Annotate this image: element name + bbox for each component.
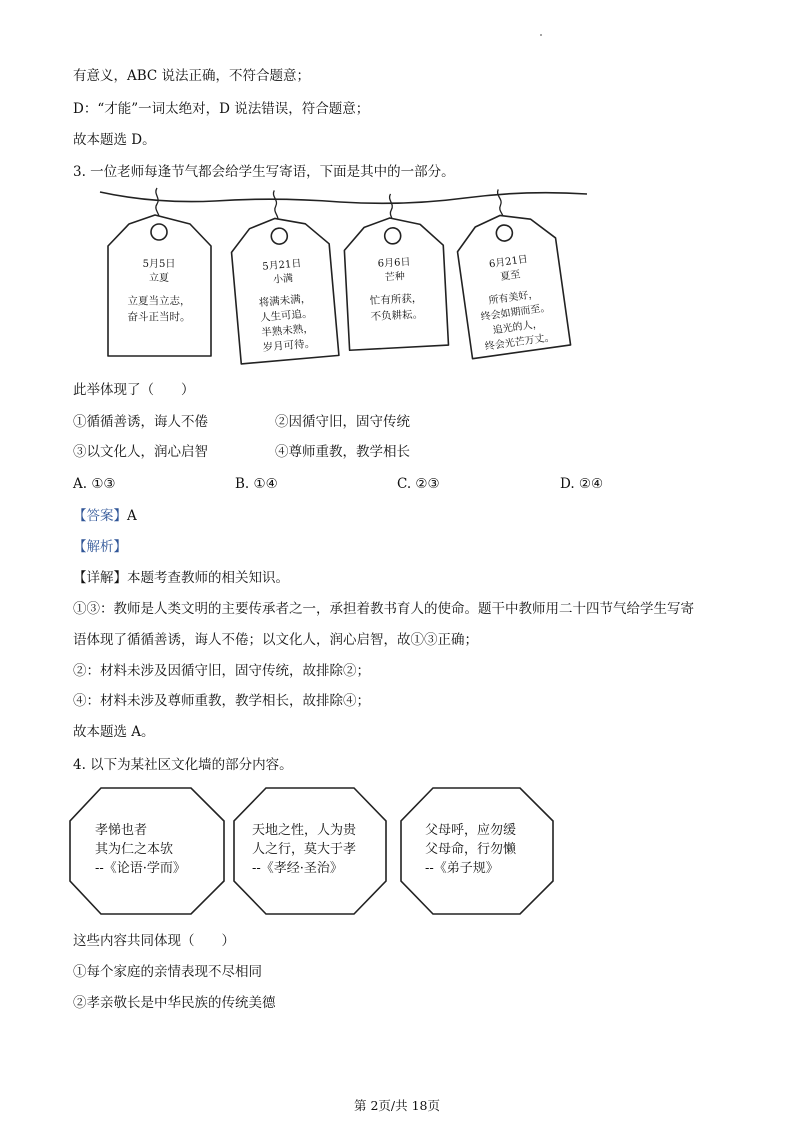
analysis-label: 【解析】 <box>73 539 127 555</box>
quote-3-line-2: 父母命，行勿懒 <box>425 842 517 857</box>
tag-1-line-2: 奋斗正当时。 <box>127 311 191 323</box>
quote-box-1 <box>70 788 224 914</box>
tag-3-term: 芒种 <box>384 271 406 284</box>
q4-question: 这些内容共同体现（ ） <box>73 933 235 949</box>
explanation-line-1: ①③：教师是人类文明的主要传承者之一，承担着教书育人的使命。题干中教师用二十四节气给学生写寄 <box>73 601 694 617</box>
explanation-line-4: ④：材料未涉及尊师重教，教学相长，故排除④； <box>73 693 370 709</box>
q3-option-1: ①循循善诱，诲人不倦 <box>73 414 208 430</box>
q2-line-3: 故本题选 D。 <box>73 132 156 148</box>
q4-stem: 4. 以下为某社区文化墙的部分内容。 <box>73 757 293 773</box>
tag-2 <box>226 186 338 364</box>
quote-box-2 <box>234 788 386 914</box>
q4-option-1: ①每个家庭的亲情表现不尽相同 <box>73 964 262 980</box>
quote-1-line-1: 孝悌也者 <box>95 823 148 838</box>
explanation-line-3: ②：材料未涉及因循守旧，固守传统，故排除②； <box>73 663 370 679</box>
page-footer: 第 2页/共 18页 <box>353 1098 441 1113</box>
q3-conclusion: 故本题选 A。 <box>73 724 155 740</box>
tag-2-line-1: 将满未满， <box>258 292 312 310</box>
answer-value: A <box>127 508 137 524</box>
tag-4-line-2: 终会如期而至。 <box>480 302 551 324</box>
tag-4-line-1: 所有美好， <box>487 288 539 307</box>
tag-2-line-2: 人生可追。 <box>259 307 313 325</box>
tag-4-line-3: 追光的人， <box>492 318 544 337</box>
solar-term-tags-illustration <box>95 180 595 370</box>
answer-label: 【答案】 <box>73 508 127 524</box>
quote-1-line-2: 其为仁之本欤 <box>95 842 174 857</box>
tag-3-line-1: 忙有所获， <box>369 292 423 308</box>
explanation-line-2: 语体现了循循善诱，诲人不倦；以文化人，润心启智，故①③正确； <box>73 632 478 648</box>
q3-choice-a: A. ①③ <box>73 476 116 492</box>
tag-4-line-4: 终会光芒万丈。 <box>484 332 556 353</box>
q3-option-3: ③以文化人，润心启智 <box>73 444 208 460</box>
quote-2-line-3: --《孝经·圣治》 <box>252 861 343 876</box>
tag-4-term: 夏至 <box>499 269 522 283</box>
culture-wall-boxes <box>68 786 568 916</box>
quote-2-line-1: 天地之性，人为贵 <box>252 823 357 838</box>
q3-choice-c: C. ②③ <box>397 476 440 492</box>
q3-option-4: ④尊师重教，教学相长 <box>275 444 410 460</box>
tag-2-line-3: 半熟未熟， <box>260 322 315 340</box>
quote-3-line-3: --《弟子规》 <box>425 861 499 876</box>
tag-4 <box>450 182 571 358</box>
tag-3-date: 6月6日 <box>377 256 411 270</box>
tag-3-line-2: 不负耕耘。 <box>370 308 424 324</box>
quote-box-3 <box>401 788 553 914</box>
q2-line-1: 有意义，ABC 说法正确，不符合题意； <box>73 68 311 84</box>
tag-2-date: 5月21日 <box>261 258 302 273</box>
tag-2-line-4: 岁月可待。 <box>262 337 316 354</box>
q2-line-2: D：“才能”一词太绝对，D 说法错误，符合题意； <box>73 101 370 117</box>
tag-1-term: 立夏 <box>149 273 169 284</box>
quote-1-line-3: --《论语·学而》 <box>95 861 186 876</box>
q3-choice-b: B. ①④ <box>235 476 278 492</box>
q3-choice-d: D. ②④ <box>560 476 604 492</box>
quote-2-line-2: 人之行，莫大于孝 <box>252 842 357 857</box>
tag-2-term: 小满 <box>272 273 294 286</box>
q3-question: 此举体现了（ ） <box>73 382 195 398</box>
tag-1-date: 5月5日 <box>142 259 176 270</box>
tag-3 <box>342 191 449 350</box>
q3-stem: 3. 一位老师每逢节气都会给学生写寄语，下面是其中的一部分。 <box>73 164 455 180</box>
quote-3-line-1: 父母呼，应勿缓 <box>425 823 517 838</box>
tag-4-date: 6月21日 <box>488 254 529 271</box>
tag-1-line-1: 立夏当立志， <box>127 295 191 307</box>
q3-option-2: ②因循守旧，固守传统 <box>275 414 410 430</box>
q3-answer <box>73 507 137 525</box>
scan-dot <box>540 34 542 36</box>
q4-option-2: ②孝亲敬长是中华民族的传统美德 <box>73 995 276 1011</box>
detail-line: 【详解】本题考查教师的相关知识。 <box>73 570 289 586</box>
tag-1 <box>108 188 211 356</box>
